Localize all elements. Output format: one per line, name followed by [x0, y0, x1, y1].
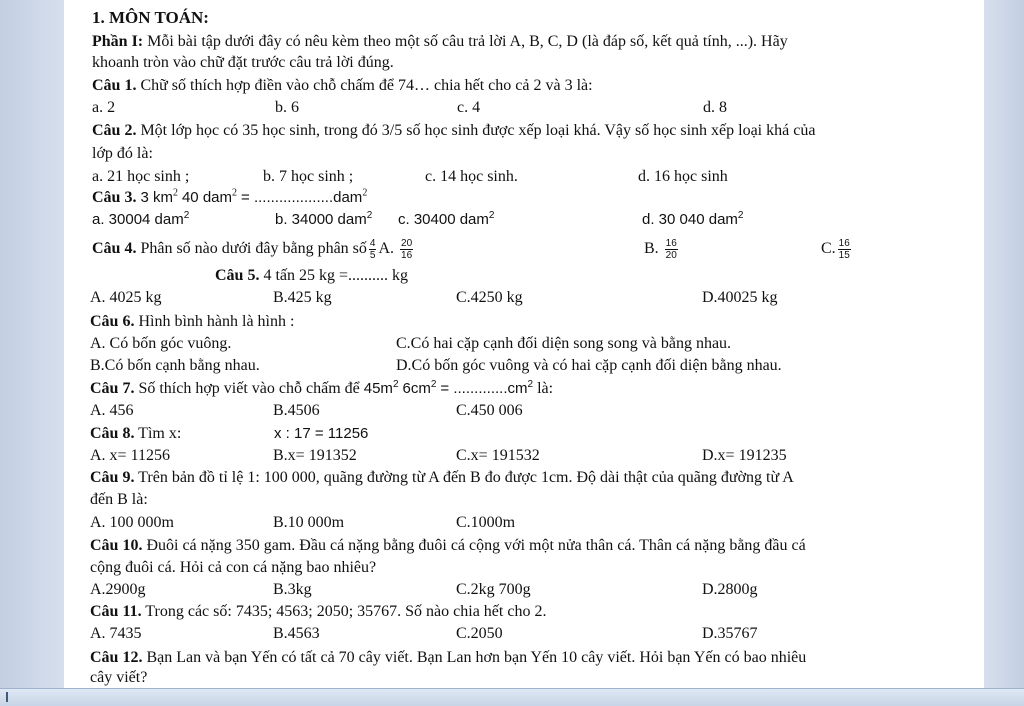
- q4-option-a-label: A.: [378, 240, 395, 257]
- q10-option-c: C.2kg 700g: [456, 581, 531, 598]
- q2-line-1: [92, 121, 815, 141]
- q8-label: Câu 8.: [90, 425, 135, 442]
- q11-option-d: D.35767: [702, 625, 758, 642]
- q9-line-1: [90, 468, 794, 488]
- q3-pre: 3 km: [140, 189, 173, 206]
- q7-option-b: B.4506: [273, 402, 320, 419]
- q3-mid: 40 dam: [181, 189, 233, 206]
- q8-option-b: B.x= 191352: [273, 447, 357, 464]
- q6-text: Hình bình hành là hình :: [138, 313, 295, 330]
- q3-option-a: a. 30004 dam$^2$: [92, 210, 190, 228]
- q9-label: Câu 9.: [90, 469, 135, 486]
- page-top-dashes: [574, 0, 834, 3]
- q11-option-c: C.2050: [456, 625, 503, 642]
- q2-option-c: c. 14 học sinh.: [425, 168, 518, 185]
- q8-option-d: D.x= 191235: [702, 447, 787, 464]
- part1-text-2: khoanh tròn vào chữ đặt trước câu trả lời đúng.: [92, 54, 394, 71]
- q7-text: Số thích hợp viết vào chỗ chấm để: [138, 380, 360, 397]
- q12-text-1: Bạn Lan và bạn Yến có tất cả 70 cây viết. Bạn Lan hơn bạn Yến 10 cây viết. Hỏi bạn Yến có bao nhiêu: [146, 649, 807, 666]
- right-gutter: [984, 0, 1024, 688]
- q10-text-1: Đuôi cá nặng 350 gam. Đầu cá nặng bằng đuôi cá cộng với một nửa thân cá. Thân cá nặng bằng đầu cá: [146, 537, 806, 554]
- q7-tail: là:: [537, 380, 554, 397]
- q1-option-a: a. 2: [92, 99, 116, 116]
- q2-text-2: lớp đó là:: [92, 145, 153, 162]
- q3-eq: = ...................dam: [241, 189, 363, 206]
- part1-text-1: Mỗi bài tập dưới đây có nêu kèm theo một số câu trả lời A, B, C, D (là đáp số, kết quả tính, ...). Hãy: [147, 33, 788, 50]
- q2-option-a: a. 21 học sinh ;: [92, 168, 190, 185]
- q11-option-b: B.4563: [273, 625, 320, 642]
- q7-option-a: A. 456: [90, 402, 134, 419]
- q1-option-d: d. 8: [703, 99, 727, 116]
- q3-option-d: d. 30 040 dam$^2$: [642, 210, 744, 228]
- left-gutter: [0, 0, 64, 688]
- q2-option-d: d. 16 học sinh: [638, 168, 728, 185]
- q10-text-2: cộng đuôi cá. Hỏi cả con cá nặng bao nhiêu?: [90, 559, 377, 576]
- q12-label: Câu 12.: [90, 649, 143, 666]
- q6-option-b: B.Có bốn cạnh bằng nhau.: [90, 357, 260, 374]
- q4-option-b-fraction: $\frac{16}{20}$: [665, 237, 677, 261]
- q4-label: Câu 4.: [92, 240, 137, 257]
- q9-option-c: C.1000m: [456, 514, 516, 531]
- part1-line-1: [92, 32, 788, 52]
- q2-text-1: Một lớp học có 35 học sinh, trong đó 3/5 số học sinh được xếp loại khá. Vậy số học sinh xếp loại khá của: [140, 122, 816, 139]
- q1-line: [92, 76, 593, 96]
- q5-label: Câu 5.: [215, 267, 260, 284]
- q10-option-d: D.2800g: [702, 581, 758, 598]
- document-page[interactable]: [64, 0, 984, 688]
- q7-expr-1: $45m^2$: [363, 379, 399, 397]
- q7-line: [90, 379, 553, 399]
- part1-label: Phần I:: [92, 33, 144, 50]
- q3-line: Câu 3. 3 $km^2$ 40 dam$^2$ = ...................dam$^2$: [92, 187, 368, 206]
- q7-expr-3: = $.............cm^2$: [440, 379, 534, 397]
- q8-option-c: C.x= 191532: [456, 447, 540, 464]
- q6-label: Câu 6.: [90, 313, 135, 330]
- q8-line: [90, 424, 181, 444]
- q7-option-c: C.450 006: [456, 402, 523, 419]
- q1-label: Câu 1.: [92, 77, 137, 94]
- q4-option-c-fraction: $\frac{16}{15}$: [838, 237, 850, 261]
- q3-option-c: c. 30400 dam$^2$: [398, 210, 495, 228]
- q11-label: Câu 11.: [90, 603, 142, 620]
- q5-option-d: D.40025 kg: [702, 289, 778, 306]
- q6-line: [90, 312, 294, 332]
- q1-text: Chữ số thích hợp điền vào chỗ chấm để 74… chia hết cho cả 2 và 3 là:: [140, 77, 593, 94]
- q4-option-b: B. $\frac{16}{20}$: [644, 237, 677, 261]
- q4-text: Phân số nào dưới đây bằng phân số: [140, 240, 367, 257]
- q3-option-b: b. 34000 dam$^2$: [275, 210, 373, 228]
- q10-line-1: [90, 536, 806, 556]
- q2-label: Câu 2.: [92, 122, 137, 139]
- q12-text-2: cây viết?: [90, 669, 148, 686]
- q7-label: Câu 7.: [90, 380, 135, 397]
- q8-expression: x : 17 = 11256: [274, 425, 369, 442]
- q6-option-d: D.Có bốn góc vuông và có hai cặp cạnh đối diện bằng nhau.: [396, 357, 782, 374]
- q10-label: Câu 10.: [90, 537, 143, 554]
- q9-text-1: Trên bản đồ tỉ lệ 1: 100 000, quãng đường từ A đến B đo được 1cm. Độ dài thật của quãng đường từ A: [138, 469, 794, 486]
- q5-option-a: A. 4025 kg: [90, 289, 162, 306]
- q5-option-b: B.425 kg: [273, 289, 332, 306]
- q9-option-b: B.10 000m: [273, 514, 345, 531]
- q5-text: 4 tấn 25 kg =.......... kg: [263, 267, 409, 284]
- q10-option-a: A.2900g: [90, 581, 146, 598]
- q1-option-b: b. 6: [275, 99, 299, 116]
- q6-option-a: A. Có bốn góc vuông.: [90, 335, 232, 352]
- status-bar-marker: [6, 692, 8, 702]
- q9-option-a: A. 100 000m: [90, 514, 174, 531]
- q10-option-b: B.3kg: [273, 581, 312, 598]
- q11-option-a: A. 7435: [90, 625, 142, 642]
- section-title: 1. MÔN TOÁN:: [92, 8, 209, 27]
- q5-line: [215, 266, 408, 286]
- q1-option-c: c. 4: [457, 99, 481, 116]
- q12-line-1: [90, 648, 806, 668]
- q3-label: Câu 3.: [92, 189, 137, 206]
- q11-line: [90, 602, 546, 622]
- q4-line: [92, 236, 415, 262]
- q2-option-b: b. 7 học sinh ;: [263, 168, 354, 185]
- q4-given-fraction: $\frac{4}{5}$: [369, 237, 376, 261]
- q8-text: Tìm x:: [138, 425, 182, 442]
- q5-option-c: C.4250 kg: [456, 289, 523, 306]
- status-bar: [0, 688, 1024, 706]
- q7-expr-2: $6cm^2$: [402, 379, 437, 397]
- q4-option-c: C. $\frac{16}{15}$: [821, 237, 850, 261]
- q11-text: Trong các số: 7435; 4563; 2050; 35767. Số nào chia hết cho 2.: [145, 603, 547, 620]
- q4-option-a-fraction: $\frac{20}{16}$: [401, 237, 413, 261]
- q9-text-2: đến B là:: [90, 491, 148, 508]
- q6-option-c: C.Có hai cặp cạnh đối diện song song và bằng nhau.: [396, 335, 732, 352]
- q8-option-a: A. x= 11256: [90, 447, 170, 464]
